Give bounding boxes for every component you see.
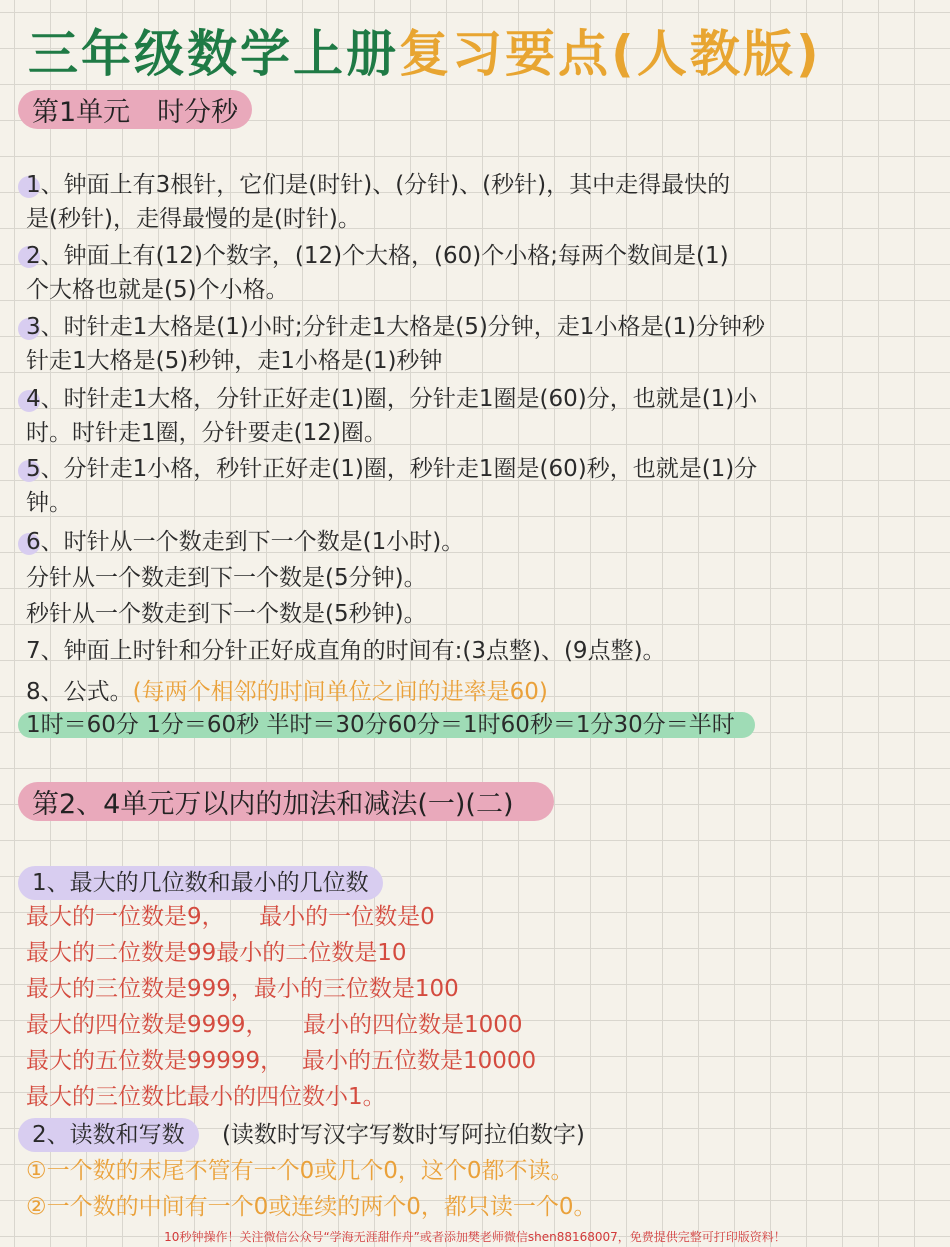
section1-heading-text: 第1单元 时分秒	[18, 90, 252, 129]
unit1-line-1: 1、钟面上有3根针，它们是(时针)、(分针)、(秒针)，其中走得最快的	[26, 172, 731, 198]
unit1-line-5: 3、时针走1大格是(1)小时;分针走1大格是(5)分钟，走1小格是(1)分钟秒	[26, 314, 766, 340]
unit1-line-7: 4、时针走1大格，分针正好走(1)圈，分针走1圈是(60)分，也就是(1)小	[26, 386, 758, 412]
digit-line-5: 最大的五位数是99999， 最小的五位数是10000	[26, 1048, 537, 1074]
item8-note: (每两个相邻的时间单位之间的进率是60)	[132, 679, 548, 705]
digit-line-6: 最大的三位数比最小的四位数小1。	[26, 1084, 386, 1110]
formula-line	[18, 708, 755, 742]
section2-heading	[18, 782, 554, 821]
sub1-heading-text: 1、最大的几位数和最小的几位数	[18, 866, 383, 900]
formula-text: 1时＝60分 1分＝60秒 半时＝30分60分＝1时60秒＝1分30分＝半时	[18, 712, 755, 738]
unit1-line-13: 秒针从一个数走到下一个数是(5秒钟)。	[26, 601, 427, 627]
rule-1: ①一个数的末尾不管有一个0或几个0，这个0都不读。	[26, 1158, 574, 1184]
unit1-line-14: 7、钟面上时针和分针正好成直角的时间有:(3点整)、(9点整)。	[26, 638, 666, 664]
sub2-note: (读数时写汉字写数时写阿拉伯数字)	[221, 1122, 585, 1148]
unit1-line-4: 个大格也就是(5)个小格。	[26, 277, 289, 303]
unit1-line-2: 是(秒针)，走得最慢的是(时针)。	[26, 206, 361, 232]
unit1-line-6: 针走1大格是(5)秒钟，走1小格是(1)秒钟	[26, 348, 443, 374]
digit-line-3: 最大的三位数是999，最小的三位数是100	[26, 976, 459, 1002]
page-title	[28, 14, 822, 86]
sub2-heading-text: 2、读数和写数	[18, 1118, 199, 1152]
rule-2: ②一个数的中间有一个0或连续的两个0，都只读一个0。	[26, 1194, 597, 1220]
item8	[26, 675, 548, 709]
item8-label: 8、公式。	[26, 679, 133, 705]
unit1-line-9: 5、分针走1小格，秒针正好走(1)圈，秒针走1圈是(60)秒，也就是(1)分	[26, 456, 758, 482]
unit1-line-3: 2、钟面上有(12)个数字，(12)个大格，(60)个小格;每两个数间是(1)	[26, 243, 729, 269]
title-part1: 三年级数学上册	[28, 25, 399, 83]
unit1-line-8: 时。时针走1圈，分针要走(12)圈。	[26, 420, 387, 446]
title-part2: 复习要点(人教版)	[399, 25, 822, 83]
section2-heading-text: 第2、4单元万以内的加法和减法(一)(二)	[18, 782, 554, 821]
sub1-heading	[18, 866, 383, 900]
unit1-line-12: 分针从一个数走到下一个数是(5分钟)。	[26, 565, 427, 591]
digit-line-4: 最大的四位数是9999， 最小的四位数是1000	[26, 1012, 523, 1038]
footer-note: 10秒钟操作！关注微信公众号“学海无涯甜作舟”或者添加樊老师微信shen88168007，免费提供完整可打印版资料！	[164, 1230, 786, 1244]
sub2-heading	[18, 1118, 585, 1152]
section1-heading	[18, 90, 252, 129]
unit1-line-10: 钟。	[26, 490, 72, 516]
unit1-line-11: 6、时针从一个数走到下一个数是(1小时)。	[26, 529, 465, 555]
digit-line-2: 最大的二位数是99最小的二位数是10	[26, 940, 407, 966]
digit-line-1: 最大的一位数是9， 最小的一位数是0	[26, 904, 435, 930]
